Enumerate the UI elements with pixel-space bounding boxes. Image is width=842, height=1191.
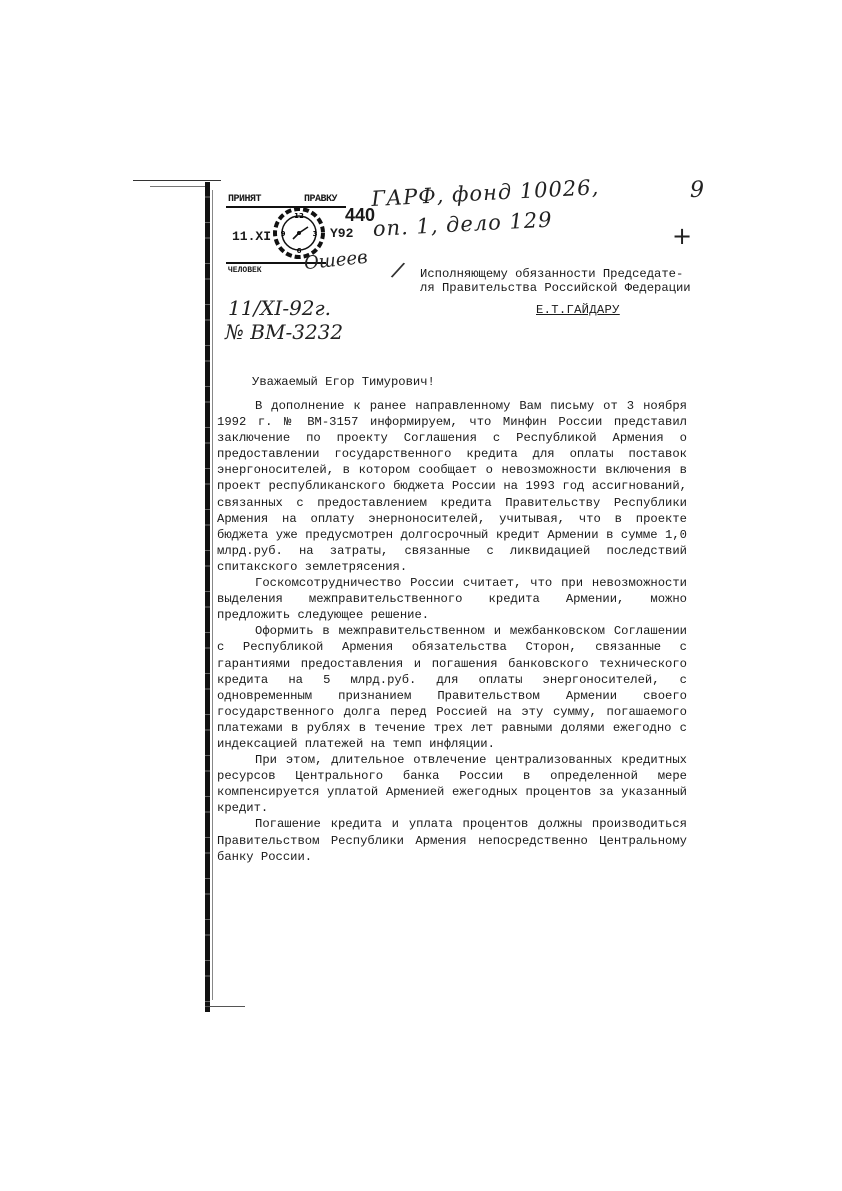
archive-reference-line2: оп. 1, дело 129 <box>372 207 554 241</box>
stamp-bottom-label: ЧЕЛОВЕК <box>228 266 262 275</box>
paragraph: При этом, длительное отвлечение централизованных кредитных ресурсов Центрального банка России в определенной мере компенсируется уплатой Арменией ежегодных процентов за указанный кредит. <box>217 753 687 816</box>
binding-margin-bar <box>205 182 210 1012</box>
addressee-line2: ля Правительства Российской Федерации <box>420 281 691 295</box>
stamp-year: Y92 <box>330 226 354 241</box>
handwritten-page-number: 9 <box>690 178 704 203</box>
letter-body <box>217 398 687 865</box>
scan-edge-line <box>133 180 221 181</box>
svg-text:6: 6 <box>296 247 302 255</box>
svg-text:3: 3 <box>312 230 318 238</box>
salutation: Уважаемый Егор Тимурович! <box>252 375 435 389</box>
stamp-date: 11.XI <box>232 229 272 244</box>
handwritten-date: 11/XI-92г. <box>228 296 331 320</box>
archive-reference-note <box>371 172 602 244</box>
addressee-line1: Исполняющему обязанности Председате- <box>420 267 684 281</box>
stamp-header-right: ПРАВКУ <box>304 194 338 205</box>
paragraph: Госкомсотрудничество России считает, что при невозможности выделения межправительственного кредита Армении, можно предложить следующее решение. <box>217 576 687 623</box>
paragraph: Погашение кредита и уплата процентов должны производиться Правительством Республики Армения непосредственно Центральному банку России. <box>217 817 687 864</box>
paragraph: В дополнение к ранее направленному Вам письму от 3 ноября 1992 г. № ВМ-3157 информируем, что Минфин России представил заключение по проекту Соглашения с Республикой Армения о предоставлении государственного кредита для оплаты поставок энергоносителей, в котором сообщает о невозможности включения в проект республиканского бюджета России на 1993 год ассигнований, связанных с предоставлением кредита Правительству Республики Армения на оплату энерноносителей, учитывая, что в проекте бюджета уже предусмотрен долгосрочный кредит Армении в сумме 1,0 млрд.руб. на затраты, связанные с ликвидацией последствий спитакского землетрясения. <box>217 399 687 574</box>
handwritten-reg-number: № ВМ-3232 <box>225 320 344 344</box>
archive-reference-line1: ГАРФ, фонд 10026, <box>370 175 600 211</box>
addressee-name: Е.Т.ГАЙДАРУ <box>536 303 620 317</box>
stamp-incoming-number: 440 <box>345 205 376 225</box>
scan-edge-line-bottom <box>205 1006 245 1007</box>
addressee-block <box>420 267 695 295</box>
svg-text:9: 9 <box>280 230 286 238</box>
paragraph: Оформить в межправительственном и межбанковском Соглашении с Республикой Армения обязательства Сторон, связанные с гарантиями предоставления и погашения банковского технического кредита на 5 млрд.руб. для оплаты энергоносителей, с одновременным признанием Правительством Армении своего государственного долга перед Россией на эту сумму, погашаемого платежами в рублях в течение трех лет равными долями ежегодно с индексацией платежей на темп инфляции. <box>217 624 687 751</box>
svg-text:12: 12 <box>294 212 304 220</box>
stamp-header-left: ПРИНЯТ <box>228 194 262 205</box>
binding-margin-thin-line <box>212 190 213 1000</box>
handwritten-cross-mark: + <box>672 222 693 250</box>
pen-stroke-mark: / <box>389 257 407 284</box>
scan-edge-line-short <box>150 186 210 187</box>
handwritten-signature: Ошеев <box>303 246 369 275</box>
